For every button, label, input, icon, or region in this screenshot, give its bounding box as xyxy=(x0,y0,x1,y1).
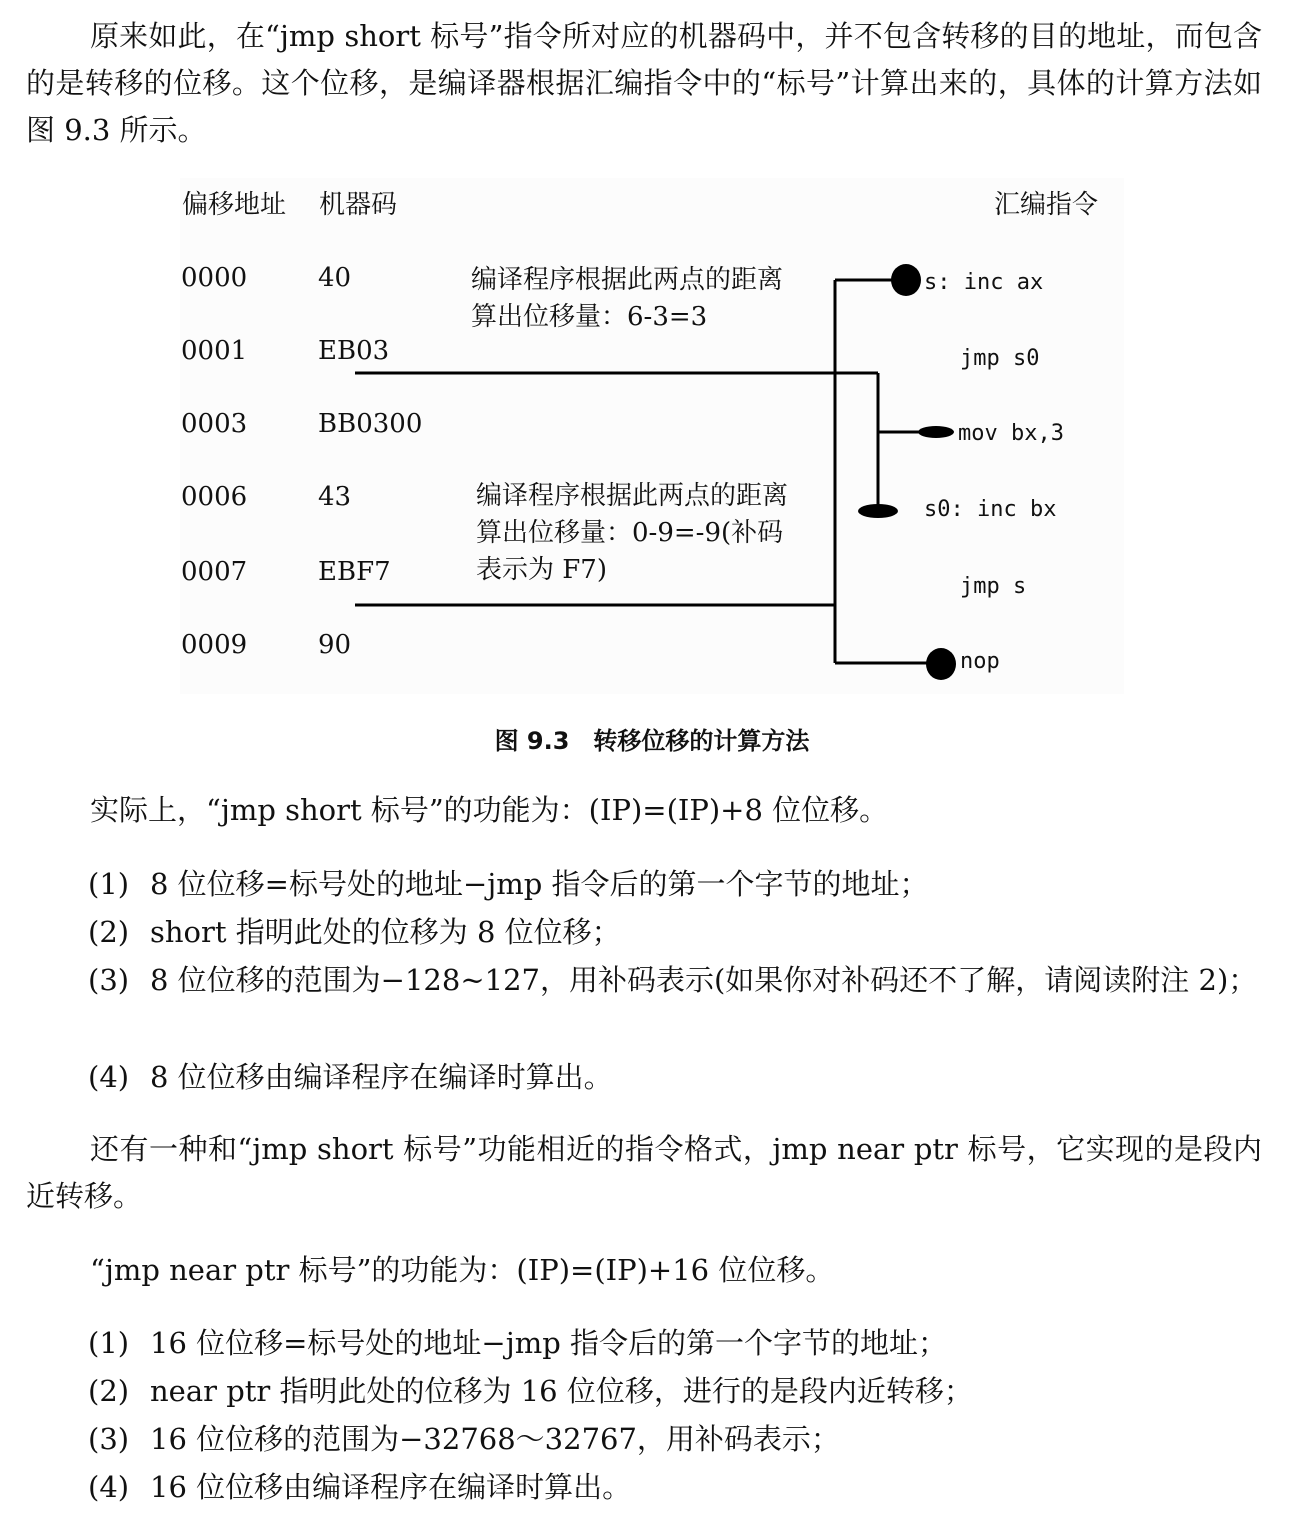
list-text: short 指明此处的位移为 8 位位移； xyxy=(150,915,621,949)
intro-paragraph: 原来如此，在“jmp short 标号”指令所对应的机器码中，并不包含转移的目的地址，而包含的是转移的位移。这个位移，是编译器根据汇编指令中的“标号”计算出来的，具体的计算方法如图 9.3 所示。 xyxy=(26,19,1262,147)
mov-dot xyxy=(918,426,954,438)
s-dot xyxy=(891,264,921,296)
list-item xyxy=(88,1419,840,1459)
list-item xyxy=(88,1467,631,1507)
list-item xyxy=(88,1057,613,1097)
list-text: 16 位位移由编译程序在编译时算出。 xyxy=(150,1470,632,1504)
list-text: 8 位位移的范围为−128~127，用补码表示(如果你对补码还不了解，请阅读附注 2)； xyxy=(150,963,1258,997)
list-number: (3) xyxy=(88,963,130,997)
list-item xyxy=(88,912,621,952)
list-number: (2) xyxy=(88,915,130,949)
list-text: 16 位位移的范围为−32768～32767，用补码表示； xyxy=(150,1422,840,1456)
machine-code-cell: 43 xyxy=(318,482,352,512)
list-item-wrapped xyxy=(26,957,1262,1004)
figure-caption: 图 9.3 转移位移的计算方法 xyxy=(494,727,810,755)
offset-cell: 0007 xyxy=(181,557,248,587)
list-number: (4) xyxy=(88,1470,130,1504)
list-item xyxy=(88,1371,973,1411)
list-number: (3) xyxy=(88,1422,130,1456)
offset-cell: 0009 xyxy=(181,630,248,660)
machine-code-cell: EBF7 xyxy=(318,557,391,587)
list-text: 8 位位移由编译程序在编译时算出。 xyxy=(150,1060,613,1094)
offset-cell: 0006 xyxy=(181,482,248,512)
note-forward-jump: 编译程序根据此两点的距离算出位移量：6-3=3 xyxy=(471,265,784,332)
list-item xyxy=(88,864,929,904)
list-text: 16 位位移=标号处的地址−jmp 指令后的第一个字节的地址； xyxy=(150,1326,947,1360)
machine-code-cell: BB0300 xyxy=(318,409,423,439)
short-function: 实际上，“jmp short 标号”的功能为：(IP)=(IP)+8 位位移。 xyxy=(90,793,889,827)
near-function: “jmp near ptr 标号”的功能为：(IP)=(IP)+16 位位移。 xyxy=(90,1253,835,1287)
asm-line: nop xyxy=(960,649,1000,674)
list-number: (2) xyxy=(88,1374,130,1408)
asm-line: jmp s0 xyxy=(960,346,1040,371)
offset-cell: 0003 xyxy=(181,409,248,439)
header-offset: 偏移地址 xyxy=(182,190,287,220)
header-machine-code: 机器码 xyxy=(319,190,398,220)
asm-line: mov bx,3 xyxy=(958,421,1064,446)
machine-code-cell: 90 xyxy=(318,630,352,660)
s0-dot xyxy=(858,504,898,518)
asm-line: s0: inc bx xyxy=(924,497,1057,522)
list-text: near ptr 指明此处的位移为 16 位位移，进行的是段内近转移； xyxy=(150,1374,973,1408)
header-asm: 汇编指令 xyxy=(994,190,1099,220)
list-number: (4) xyxy=(88,1060,130,1094)
asm-line: s: inc ax xyxy=(924,270,1044,295)
note-backward-jump: 编译程序根据此两点的距离算出位移量：0-9=-9(补码表示为 F7) xyxy=(476,481,789,585)
list-number: (1) xyxy=(88,867,130,901)
list-item xyxy=(88,1323,947,1363)
offset-cell: 0001 xyxy=(181,336,248,366)
nop-dot xyxy=(926,648,956,680)
near-intro: 还有一种和“jmp short 标号”功能相近的指令格式，jmp near ptr 标号，它实现的是段内近转移。 xyxy=(26,1132,1262,1213)
list-number: (1) xyxy=(88,1326,130,1360)
offset-cell: 0000 xyxy=(181,263,248,293)
asm-line: jmp s xyxy=(960,574,1027,599)
list-text: 8 位位移=标号处的地址−jmp 指令后的第一个字节的地址； xyxy=(150,867,929,901)
machine-code-cell: EB03 xyxy=(318,336,390,366)
machine-code-cell: 40 xyxy=(318,263,352,293)
